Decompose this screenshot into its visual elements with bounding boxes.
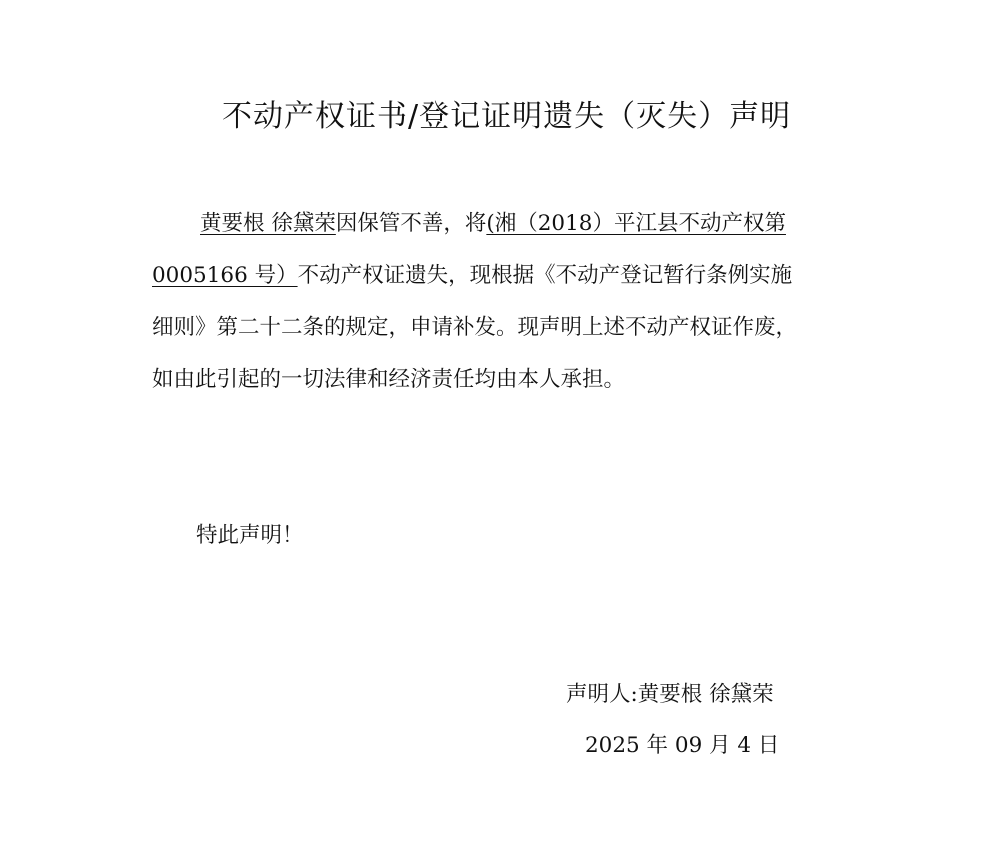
statement-line-3: 细则》第二十二条的规定，申请补发。现声明上述不动产权证作废， [152,315,798,340]
document-title: 不动产权证书/登记证明遗失（灭失）声明 [222,99,792,134]
declaration-date: 2025 年 09 月 4 日 [585,733,780,758]
closing-statement: 特此声明！ [196,523,304,548]
statement-line-4: 如由此引起的一切法律和经济责任均由本人承担。 [152,367,626,392]
statement-text-segment: 因保管不善，将 [335,211,487,236]
declarant-signature: 声明人:黄要根 徐黛荣 [566,682,774,707]
statement-text-segment: 不动产权证遗失，现根据《不动产登记暂行条例实施 [297,263,793,288]
statement-line-1 [152,198,852,250]
statement-body [152,198,852,406]
certificate-number-part1: (湘（2018）平江县不动产权第 [486,211,786,236]
certificate-number-part2: 0005166 号） [152,263,298,288]
owner-names: 黄要根 徐黛荣 [200,211,336,236]
statement-line-2 [152,250,852,302]
